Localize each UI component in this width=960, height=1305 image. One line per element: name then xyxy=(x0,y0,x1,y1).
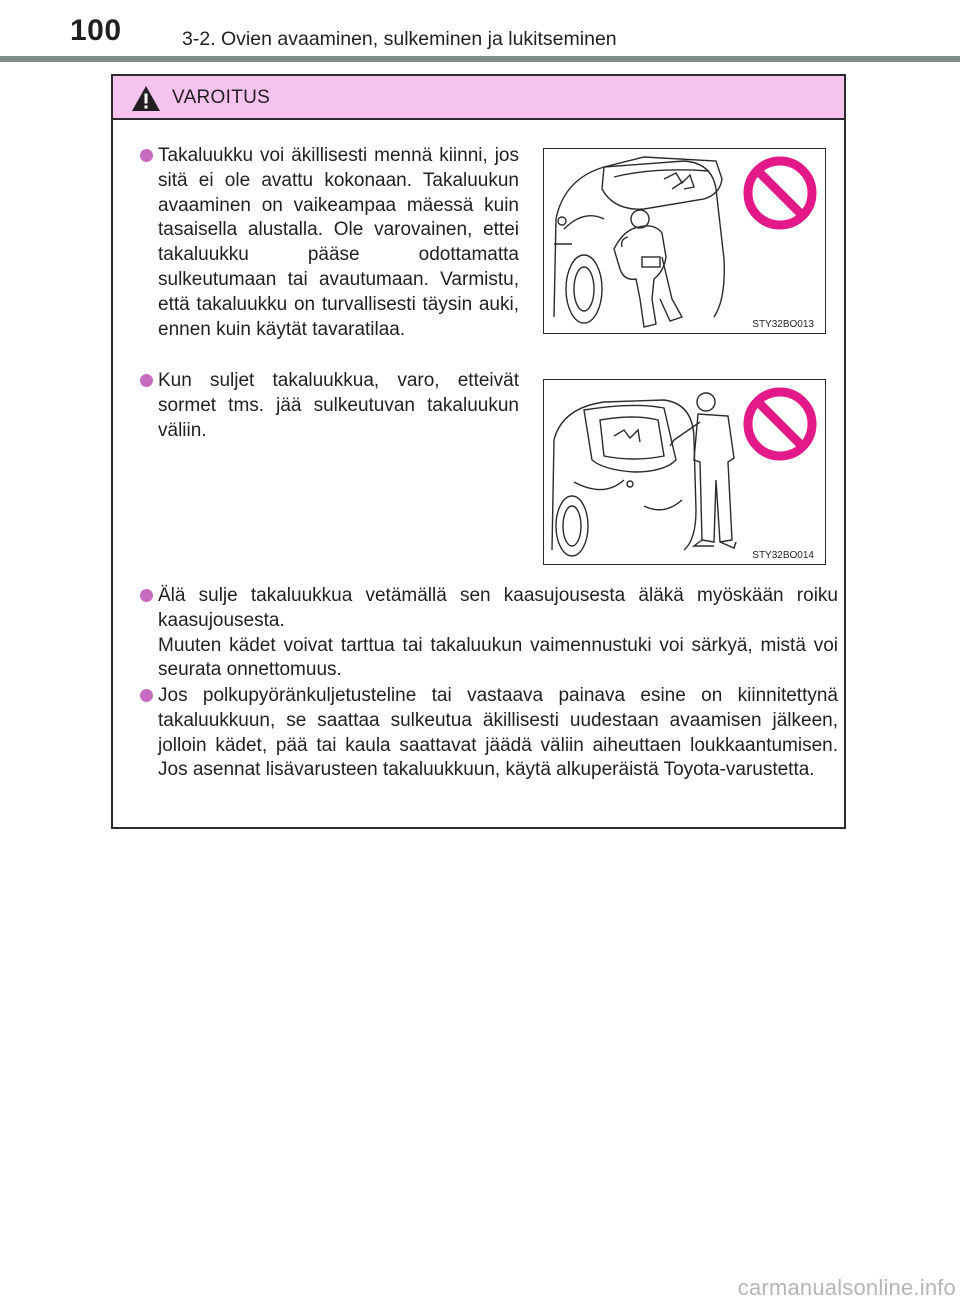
bullet-dot-icon xyxy=(140,689,153,702)
warning-item-text: Takaluukku voi äkillisesti mennä kiinni, jos sitä ei ole avattu kokonaan. Takaluukun avaaminen on vaikeampaa mäessä kuin tasaisella alustalla. Ole varovainen, ettei takaluukku pääse odottamatta sulkeutumaan tai avautumaan. Varmistu, että takaluukku on turvallisesti täysin auki, ennen kuin käytät tavaratilaa. xyxy=(158,145,519,340)
warning-item-text: Älä sulje takaluukkua vetämällä sen kaasujousesta äläkä myöskään roiku kaasujousesta. xyxy=(158,585,838,631)
warning-box xyxy=(111,74,846,829)
warning-item xyxy=(158,144,519,342)
warning-label: VAROITUS xyxy=(172,87,271,108)
figure-fingers-trapped xyxy=(543,379,826,565)
bullet-dot-icon xyxy=(140,149,153,162)
warning-item-text: Jos polkupyöränkuljetusteline tai vastaava painava esine on kiinnitettynä takaluukkuun, se saattaa sulkeutua äkillisesti uudestaan avaamisen jälkeen, jolloin kädet, pää tai kaula saattavat jäädä väliin aiheuttaen loukkaantumisen. Jos asennat lisävarusteen takaluukkuun, käytä alkuperäistä Toyota-varustetta. xyxy=(158,685,838,781)
warning-item xyxy=(158,684,838,783)
figure-1-code: STY32BO013 xyxy=(752,319,814,330)
header-rule xyxy=(0,56,960,62)
figure-tailgate-closing xyxy=(543,148,826,334)
warning-item-text: Kun suljet takaluukkua, varo, etteivät sormet tms. jää sulkeutuvan takaluukun väliin. xyxy=(158,370,519,441)
warning-triangle-icon xyxy=(131,85,161,112)
section-title: 3-2. Ovien avaaminen, sulkeminen ja lukitseminen xyxy=(182,28,617,50)
bullet-dot-icon xyxy=(140,589,153,602)
tailgate-hand-illustration xyxy=(544,380,827,566)
warning-header xyxy=(113,76,844,120)
warning-item xyxy=(158,369,519,443)
page-header xyxy=(0,0,960,64)
bullet-dot-icon xyxy=(140,374,153,387)
watermark: carmanualsonline.info xyxy=(737,1275,956,1300)
warning-item xyxy=(158,584,838,683)
warning-item-note: Muuten kädet voivat tarttua tai takaluukun vaimennustuki voi särkyä, mistä voi seurata onnettomuus. xyxy=(158,634,838,681)
prohibition-icon xyxy=(748,161,812,225)
tailgate-illustration xyxy=(544,149,827,335)
figure-2-code: STY32BO014 xyxy=(752,550,814,561)
page-number: 100 xyxy=(70,14,122,47)
prohibition-icon xyxy=(748,392,812,456)
